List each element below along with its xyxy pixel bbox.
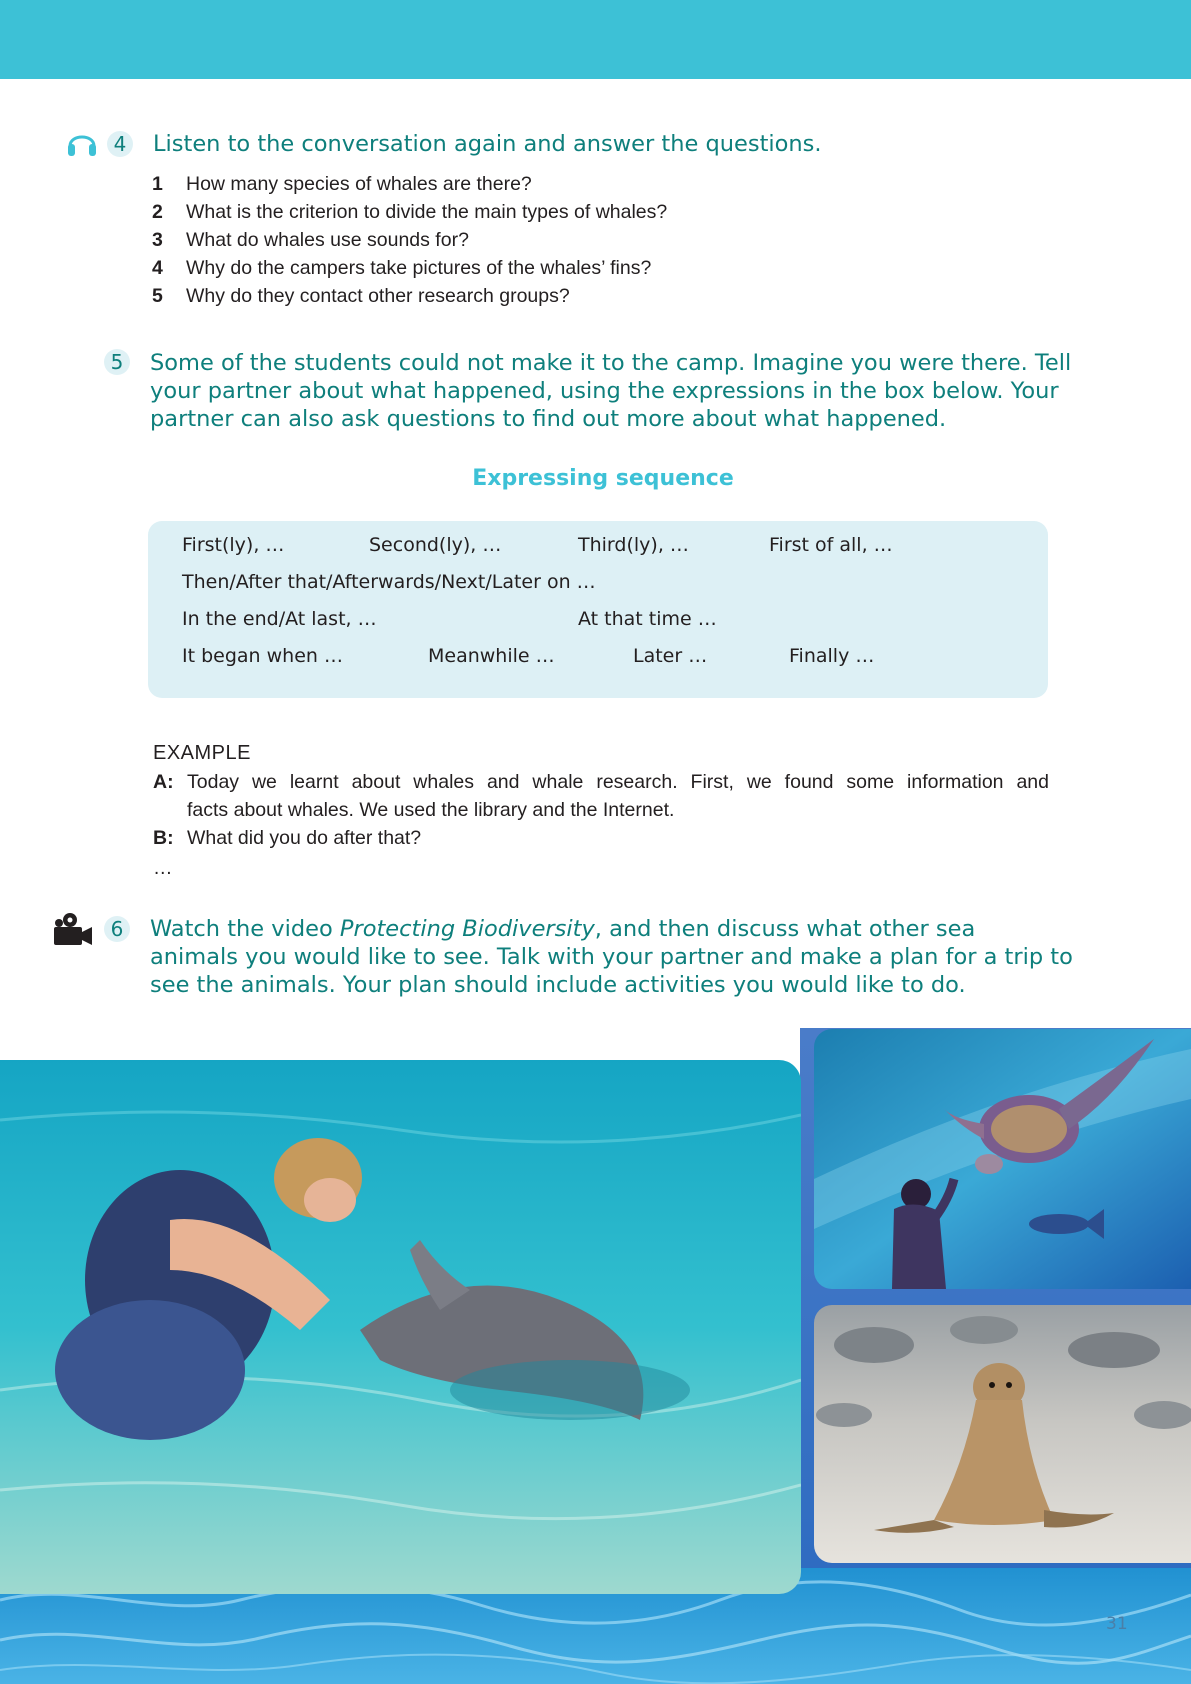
- sea-lion-photo: [814, 1305, 1191, 1563]
- expression: First(ly), …: [182, 534, 285, 556]
- heading-line: see the animals. Your plan should include activities you would like to do.: [150, 972, 966, 998]
- expression: First of all, …: [769, 534, 893, 556]
- question-number: 3: [152, 229, 163, 251]
- top-color-band: [0, 0, 1191, 79]
- question-item: [152, 198, 667, 226]
- trainer-with-dolphin-photo: [0, 1060, 801, 1594]
- question-text: What is the criterion to divide the main types of whales?: [186, 201, 668, 223]
- question-item: [152, 170, 667, 198]
- heading-line: your partner about what happened, using the expressions in the box below. Your: [150, 378, 1059, 404]
- heading-line: partner can also ask questions to find out more about what happened.: [150, 406, 947, 432]
- dialogue-line-a: [153, 768, 1049, 824]
- exercise-4-questions: [152, 170, 667, 310]
- heading-text: Watch the video: [150, 916, 340, 942]
- expression: Then/After that/Afterwards/Next/Later on …: [182, 571, 596, 593]
- expression: It began when …: [182, 645, 343, 667]
- exercise-6-number: 6: [104, 916, 130, 942]
- heading-line: [150, 915, 1073, 943]
- dialogue-text-line: Today we learnt about whales and whale research. First, we found some information and: [187, 771, 1049, 793]
- question-number: 2: [152, 201, 163, 223]
- expression: In the end/At last, …: [182, 608, 377, 630]
- dialogue-text-line: What did you do after that?: [187, 827, 422, 849]
- example-label: EXAMPLE: [153, 742, 251, 764]
- exercise-5-heading: [150, 349, 1071, 433]
- question-text: How many species of whales are there?: [186, 173, 532, 195]
- expression: Second(ly), …: [369, 534, 502, 556]
- exercise-4-heading: Listen to the conversation again and answer the questions.: [153, 131, 822, 157]
- headphones-icon: [66, 128, 98, 158]
- video-title: Protecting Biodiversity: [339, 916, 595, 942]
- video-camera-icon: [51, 912, 93, 948]
- question-item: [152, 282, 667, 310]
- exercise-4-number: 4: [107, 131, 133, 157]
- expression: At that time …: [578, 608, 717, 630]
- speaker-label: A:: [153, 771, 174, 793]
- exercise-5-number: 5: [104, 349, 130, 375]
- question-text: What do whales use sounds for?: [186, 229, 469, 251]
- speaker-label: B:: [153, 827, 174, 849]
- expression: Third(ly), …: [578, 534, 689, 556]
- exercise-6-heading: [150, 915, 1073, 999]
- question-number: 5: [152, 285, 163, 307]
- question-text: Why do they contact other research groups?: [186, 285, 570, 307]
- dialogue-line-b: [153, 824, 1049, 852]
- question-item: [152, 226, 667, 254]
- question-text: Why do the campers take pictures of the whales’ fins?: [186, 257, 652, 279]
- question-item: [152, 254, 667, 282]
- heading-text: , and then discuss what other sea: [594, 916, 976, 942]
- expressions-box: [148, 521, 1048, 698]
- dialogue-ellipsis: …: [153, 857, 173, 879]
- page-number: 31: [1106, 1614, 1128, 1634]
- expression: Finally …: [789, 645, 875, 667]
- heading-line: Some of the students could not make it to the camp. Imagine you were there. Tell: [150, 350, 1072, 376]
- question-number: 1: [152, 173, 163, 195]
- expression: Later …: [633, 645, 708, 667]
- heading-line: animals you would like to see. Talk with your partner and make a plan for a trip to: [150, 944, 1073, 970]
- expressions-box-title: Expressing sequence: [472, 466, 734, 491]
- dialogue-text: [187, 824, 421, 852]
- dialogue-text-line: facts about whales. We used the library and the Internet.: [187, 799, 675, 821]
- expression: Meanwhile …: [428, 645, 555, 667]
- aquarium-turtle-photo: [814, 1029, 1191, 1289]
- dialogue-text: [187, 768, 1049, 824]
- question-number: 4: [152, 257, 163, 279]
